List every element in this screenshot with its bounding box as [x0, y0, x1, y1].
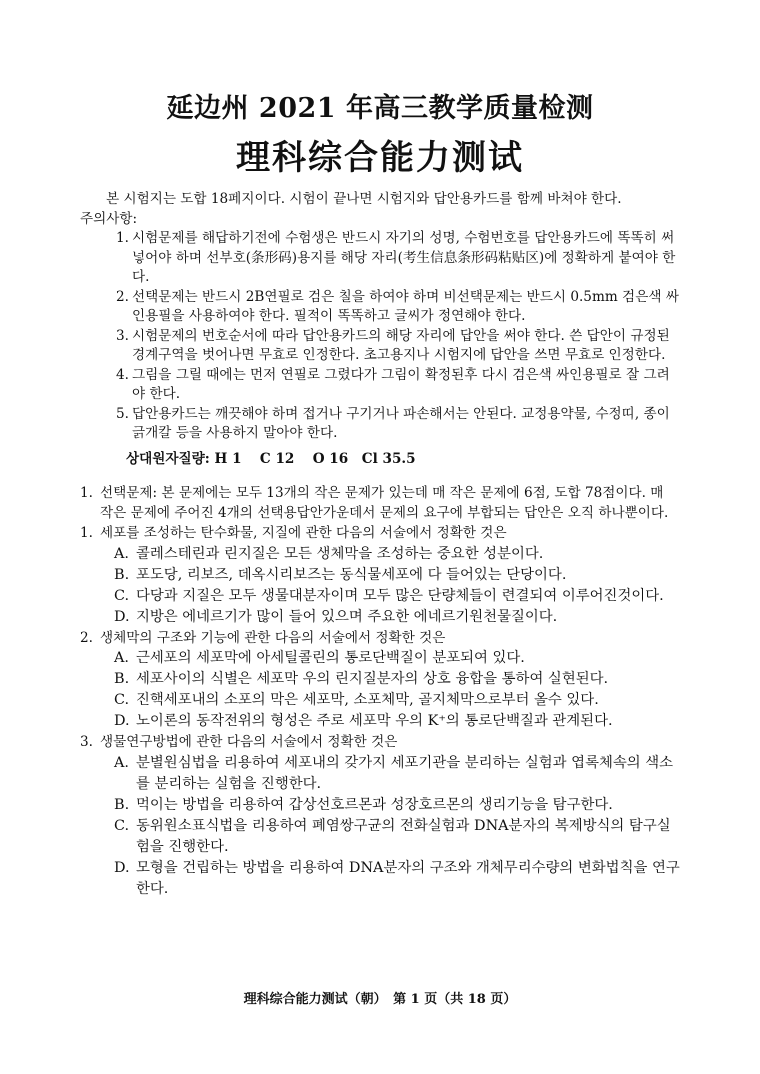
option-label: B.	[114, 796, 130, 813]
note-item	[80, 405, 680, 444]
note-item	[80, 366, 680, 405]
option-label: C.	[114, 817, 130, 834]
exam-body	[80, 190, 680, 900]
answer-option	[80, 858, 680, 900]
atomic-mass-line: 상대원자질량: H 1 C 12 O 16 Cl 35.5	[126, 450, 416, 467]
option-label: D.	[114, 859, 130, 876]
option-text: 세포사이의 식별은 세포막 우의 린지질분자의 상호 융합을 통하여 실현된다.	[136, 671, 609, 687]
notes-label: 주의사항:	[80, 210, 138, 227]
note-number: 3.	[116, 327, 129, 344]
option-text: 지방은 에네르기가 많이 들어 있으며 주요한 에네르기원천물질이다.	[136, 608, 558, 625]
option-text: 포도당, 리보즈, 데옥시리보즈는 동식물세포에 다 들어있는 단당이다.	[136, 566, 567, 583]
answer-option	[80, 544, 680, 565]
section-text: 선택문제: 본 문제에는 모두 13개의 작은 문제가 있는데 매 작은 문제에 6점, 도합 78점이다. 매 작은 문제에 주어진 4개의 선택용답안가운데서 문제의 요구에 부합되는 답안은 오직 하나뿐이다.	[100, 485, 669, 521]
answer-option	[80, 607, 680, 628]
section-number: 1.	[80, 485, 93, 501]
option-label: A.	[114, 545, 129, 562]
option-label: B.	[114, 566, 130, 583]
intro-line: 본 시험지는 도합 18페지이다. 시험이 끝나면 시험지와 답안용카드를 함께 바쳐야 한다.	[106, 191, 622, 207]
option-text: 진핵세포내의 소포의 막은 세포막, 소포체막, 골지체막으로부터 올수 있다.	[136, 692, 599, 708]
question-number: 3.	[80, 734, 93, 750]
option-label: A.	[114, 754, 129, 771]
note-text: 그림을 그릴 때에는 먼저 연필로 그렸다가 그림이 확정된후 다시 검은색 싸인용필로 잘 그려야 한다.	[132, 366, 670, 402]
note-text: 선택문제는 반드시 2B연필로 검은 칠을 하여야 하며 비선택문제는 반드시 0.5mm 검은색 싸인용필을 사용하여야 한다. 필적이 똑똑하고 글씨가 정연해야 한다.	[132, 288, 679, 324]
question-stem	[80, 629, 680, 649]
option-text: 분별원심법을 리용하여 세포내의 갖가지 세포기관을 분리하는 실험과 엽록체속의 색소를 분리하는 실험을 진행한다.	[136, 754, 674, 792]
answer-option	[80, 669, 680, 690]
answer-option	[80, 795, 680, 816]
question-text: 생물연구방법에 관한 다음의 서술에서 정확한 것은	[100, 734, 398, 750]
answer-option	[80, 753, 680, 795]
option-label: C.	[114, 587, 130, 604]
note-number: 2.	[116, 288, 129, 305]
answer-option	[80, 711, 680, 732]
note-text: 답안용카드는 깨끗해야 하며 접거나 구기거나 파손해서는 안된다. 교정용약물, 수정띠, 종이긁개칼 등을 사용하지 말아야 한다.	[132, 405, 670, 441]
note-item	[80, 229, 680, 288]
question-stem	[80, 524, 680, 544]
exam-subtitle: 理科综合能力测试	[236, 138, 524, 178]
option-label: D.	[114, 608, 130, 625]
note-text: 시험문제를 해답하기전에 수험생은 반드시 자기의 성명, 수험번호를 답안용카드에 똑똑히 써넣어야 하며 선부호(条形码)용지를 해당 자리(考生信息条形码粘贴区)에 정확하게 붙여야 한다.	[132, 230, 676, 285]
note-item	[80, 288, 680, 327]
answer-option	[80, 586, 680, 607]
option-text: 콜레스테린과 린지질은 모든 생체막을 조성하는 중요한 성분이다.	[136, 545, 544, 562]
answer-option	[80, 690, 680, 711]
note-number: 1.	[116, 230, 129, 246]
option-label: D.	[114, 713, 130, 729]
option-text: 동위원소표식법을 리용하여 폐염쌍구균의 전화실험과 DNA분자의 복제방식의 탐구실험을 진행한다.	[136, 817, 671, 855]
option-text: 모형을 건립하는 방법을 리용하여 DNA분자의 구조와 개체무리수량의 변화법칙을 연구한다.	[136, 859, 680, 897]
question-stem	[80, 733, 680, 753]
option-label: B.	[114, 671, 130, 687]
exam-title: 延边州 2021 年高三教学质量检测	[166, 93, 594, 124]
answer-option	[80, 565, 680, 586]
note-item	[80, 327, 680, 366]
answer-option	[80, 816, 680, 858]
option-text: 근세포의 세포막에 아세틸콜린의 통로단백질이 분포되여 있다.	[136, 650, 525, 666]
option-label: A.	[114, 650, 129, 666]
question-text: 생체막의 구조와 기능에 관한 다음의 서술에서 정확한 것은	[100, 629, 446, 646]
option-text: 다당과 지질은 모두 생물대분자이며 모두 많은 단량체들이 련결되여 이루어진것이다.	[136, 587, 664, 604]
section-heading	[80, 484, 680, 523]
option-text: 노이론의 동작전위의 형성은 주로 세포막 우의 K⁺의 통로단백질과 관계된다.	[136, 713, 613, 729]
question-number: 1.	[80, 525, 93, 541]
page-footer: 理科综合能力测试（朝） 第 1 页（共 18 页）	[243, 992, 517, 1007]
option-text: 먹이는 방법을 리용하여 갑상선호르몬과 성장호르몬의 생리기능을 탐구한다.	[136, 796, 613, 813]
question-number: 2.	[80, 629, 93, 646]
note-number: 5.	[116, 405, 129, 422]
note-text: 시험문제의 번호순서에 따라 답안용카드의 해당 자리에 답안을 써야 한다. 쓴 답안이 규정된 경계구역을 벗어나면 무효로 인정한다. 초고용지나 시험지에 답안을 쓰면 무효로 인정한다.	[132, 327, 670, 363]
note-number: 4.	[116, 366, 129, 383]
option-label: C.	[114, 692, 130, 708]
question-text: 세포를 조성하는 탄수화물, 지질에 관한 다음의 서술에서 정확한 것은	[100, 525, 507, 541]
answer-option	[80, 648, 680, 669]
